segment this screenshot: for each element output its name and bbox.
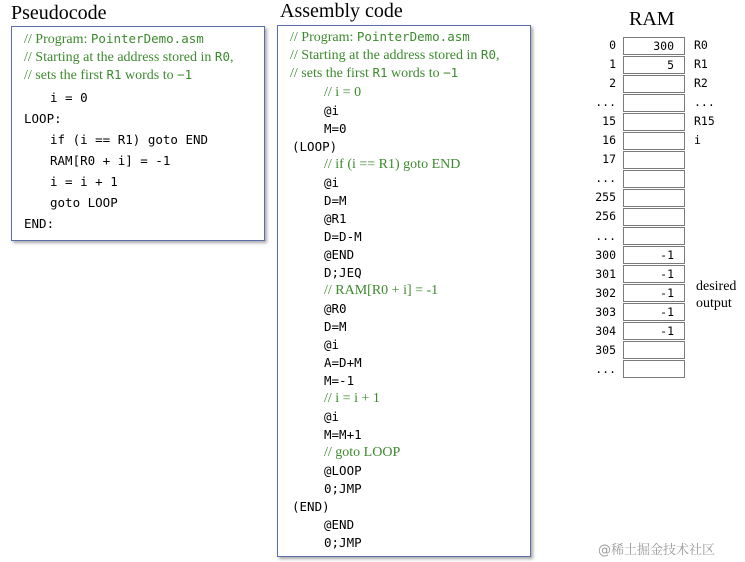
code-line: END:	[24, 216, 55, 231]
ram-address: 305	[595, 342, 616, 357]
ram-cell	[623, 94, 685, 112]
code-line: LOOP:	[24, 111, 62, 126]
code-line: RAM[R0 + i] = -1	[50, 153, 171, 168]
comment-line-3: // sets the first R1 words to −1	[24, 67, 193, 83]
ram-title: RAM	[629, 8, 675, 30]
ram-cell	[623, 113, 685, 131]
ram-cell	[623, 246, 685, 264]
ram-address: 16	[602, 133, 616, 148]
ram-cell	[623, 208, 685, 226]
asm-instruction: 0;JMP	[324, 535, 362, 550]
asm-instruction: @END	[324, 247, 355, 262]
ram-cell	[623, 341, 685, 359]
ram-address: ...	[595, 95, 616, 110]
asm-instruction: @R1	[324, 211, 347, 226]
ram-cell	[623, 56, 685, 74]
ram-register-label: R0	[694, 38, 708, 52]
asm-instruction: D=M	[324, 319, 347, 334]
asm-instruction: @END	[324, 517, 355, 532]
asm-instruction: @i	[324, 175, 340, 190]
ram-address: 255	[595, 190, 616, 205]
ram-cell	[623, 303, 685, 321]
comment-line-1: // Program: PointerDemo.asm	[290, 29, 470, 45]
asm-instruction: @i	[324, 337, 340, 352]
ram-address: 300	[595, 247, 616, 262]
asm-label: (END)	[292, 499, 330, 514]
ram-address: ...	[595, 361, 616, 376]
comment-line-3: // sets the first R1 words to −1	[290, 65, 459, 81]
code-line: goto LOOP	[50, 195, 118, 210]
ram-cell-value: -1	[660, 286, 674, 301]
ram-register-label: ...	[694, 95, 715, 110]
asm-comment: // i = 0	[324, 85, 362, 100]
ram-register-label: i	[694, 133, 701, 148]
asm-instruction: @R0	[324, 301, 347, 316]
ram-register-label: R1	[694, 57, 708, 72]
assembly-box	[277, 25, 531, 557]
ram-cell	[623, 360, 685, 378]
comment-line-2: // Starting at the address stored in R0,	[290, 47, 500, 63]
ram-cell	[623, 170, 685, 188]
ram-address: 1	[609, 57, 616, 72]
ram-cell	[623, 322, 685, 340]
asm-instruction: M=0	[324, 121, 347, 136]
asm-comment: // goto LOOP	[324, 445, 401, 460]
pseudocode-box	[11, 26, 265, 241]
ram-cell	[623, 227, 685, 245]
ram-address: 15	[602, 114, 616, 129]
ram-address: 303	[595, 304, 616, 319]
ram-cell-value: -1	[660, 248, 674, 263]
asm-instruction: D=D-M	[324, 229, 362, 244]
assembly-heading: Assembly code	[280, 0, 403, 22]
asm-instruction: @i	[324, 103, 340, 118]
asm-instruction: D=M	[324, 193, 347, 208]
ram-cell-value: 300	[653, 38, 674, 53]
ram-cell	[623, 189, 685, 207]
ram-register-label: R15	[694, 114, 715, 129]
ram-cell-value: -1	[660, 305, 674, 320]
ram-address: 302	[595, 285, 616, 300]
asm-label: (LOOP)	[292, 139, 338, 154]
ram-register-label: R2	[694, 76, 708, 91]
ram-cell	[623, 75, 685, 93]
asm-instruction: 0;JMP	[324, 481, 362, 496]
asm-instruction: M=M+1	[324, 427, 362, 442]
pseudocode-heading: Pseudocode	[11, 2, 107, 24]
asm-instruction: M=-1	[324, 373, 355, 388]
watermark: @稀土掘金技术社区	[598, 543, 716, 558]
asm-comment: // RAM[R0 + i] = -1	[324, 283, 439, 298]
ram-address: 2	[609, 76, 616, 91]
ram-address: 304	[595, 323, 616, 338]
desired-output-note: desired output	[696, 279, 737, 311]
comment-line-1: // Program: PointerDemo.asm	[24, 31, 204, 47]
code-line: if (i == R1) goto END	[50, 132, 209, 147]
asm-instruction: D;JEQ	[324, 265, 362, 280]
code-line: i = i + 1	[50, 174, 118, 189]
ram-cell-value: -1	[660, 267, 674, 282]
code-line: i = 0	[50, 90, 88, 105]
ram-address: ...	[595, 171, 616, 186]
comment-line-2: // Starting at the address stored in R0,	[24, 49, 234, 65]
asm-comment: // if (i == R1) goto END	[324, 157, 461, 172]
ram-cell	[623, 132, 685, 150]
ram-cell	[623, 284, 685, 302]
ram-cell	[623, 151, 685, 169]
asm-instruction: @i	[324, 409, 340, 424]
asm-instruction: A=D+M	[324, 355, 362, 370]
ram-address: 17	[602, 152, 616, 167]
ram-cell-value: -1	[660, 324, 674, 339]
ram-cell	[623, 265, 685, 283]
asm-instruction: @LOOP	[324, 463, 362, 478]
ram-address: ...	[595, 228, 616, 243]
ram-cell-value: 5	[667, 57, 674, 72]
ram-cell	[623, 37, 685, 55]
asm-comment: // i = i + 1	[324, 391, 380, 406]
ram-address: 256	[595, 209, 616, 224]
ram-address: 301	[595, 266, 616, 281]
ram-address: 0	[609, 38, 616, 52]
